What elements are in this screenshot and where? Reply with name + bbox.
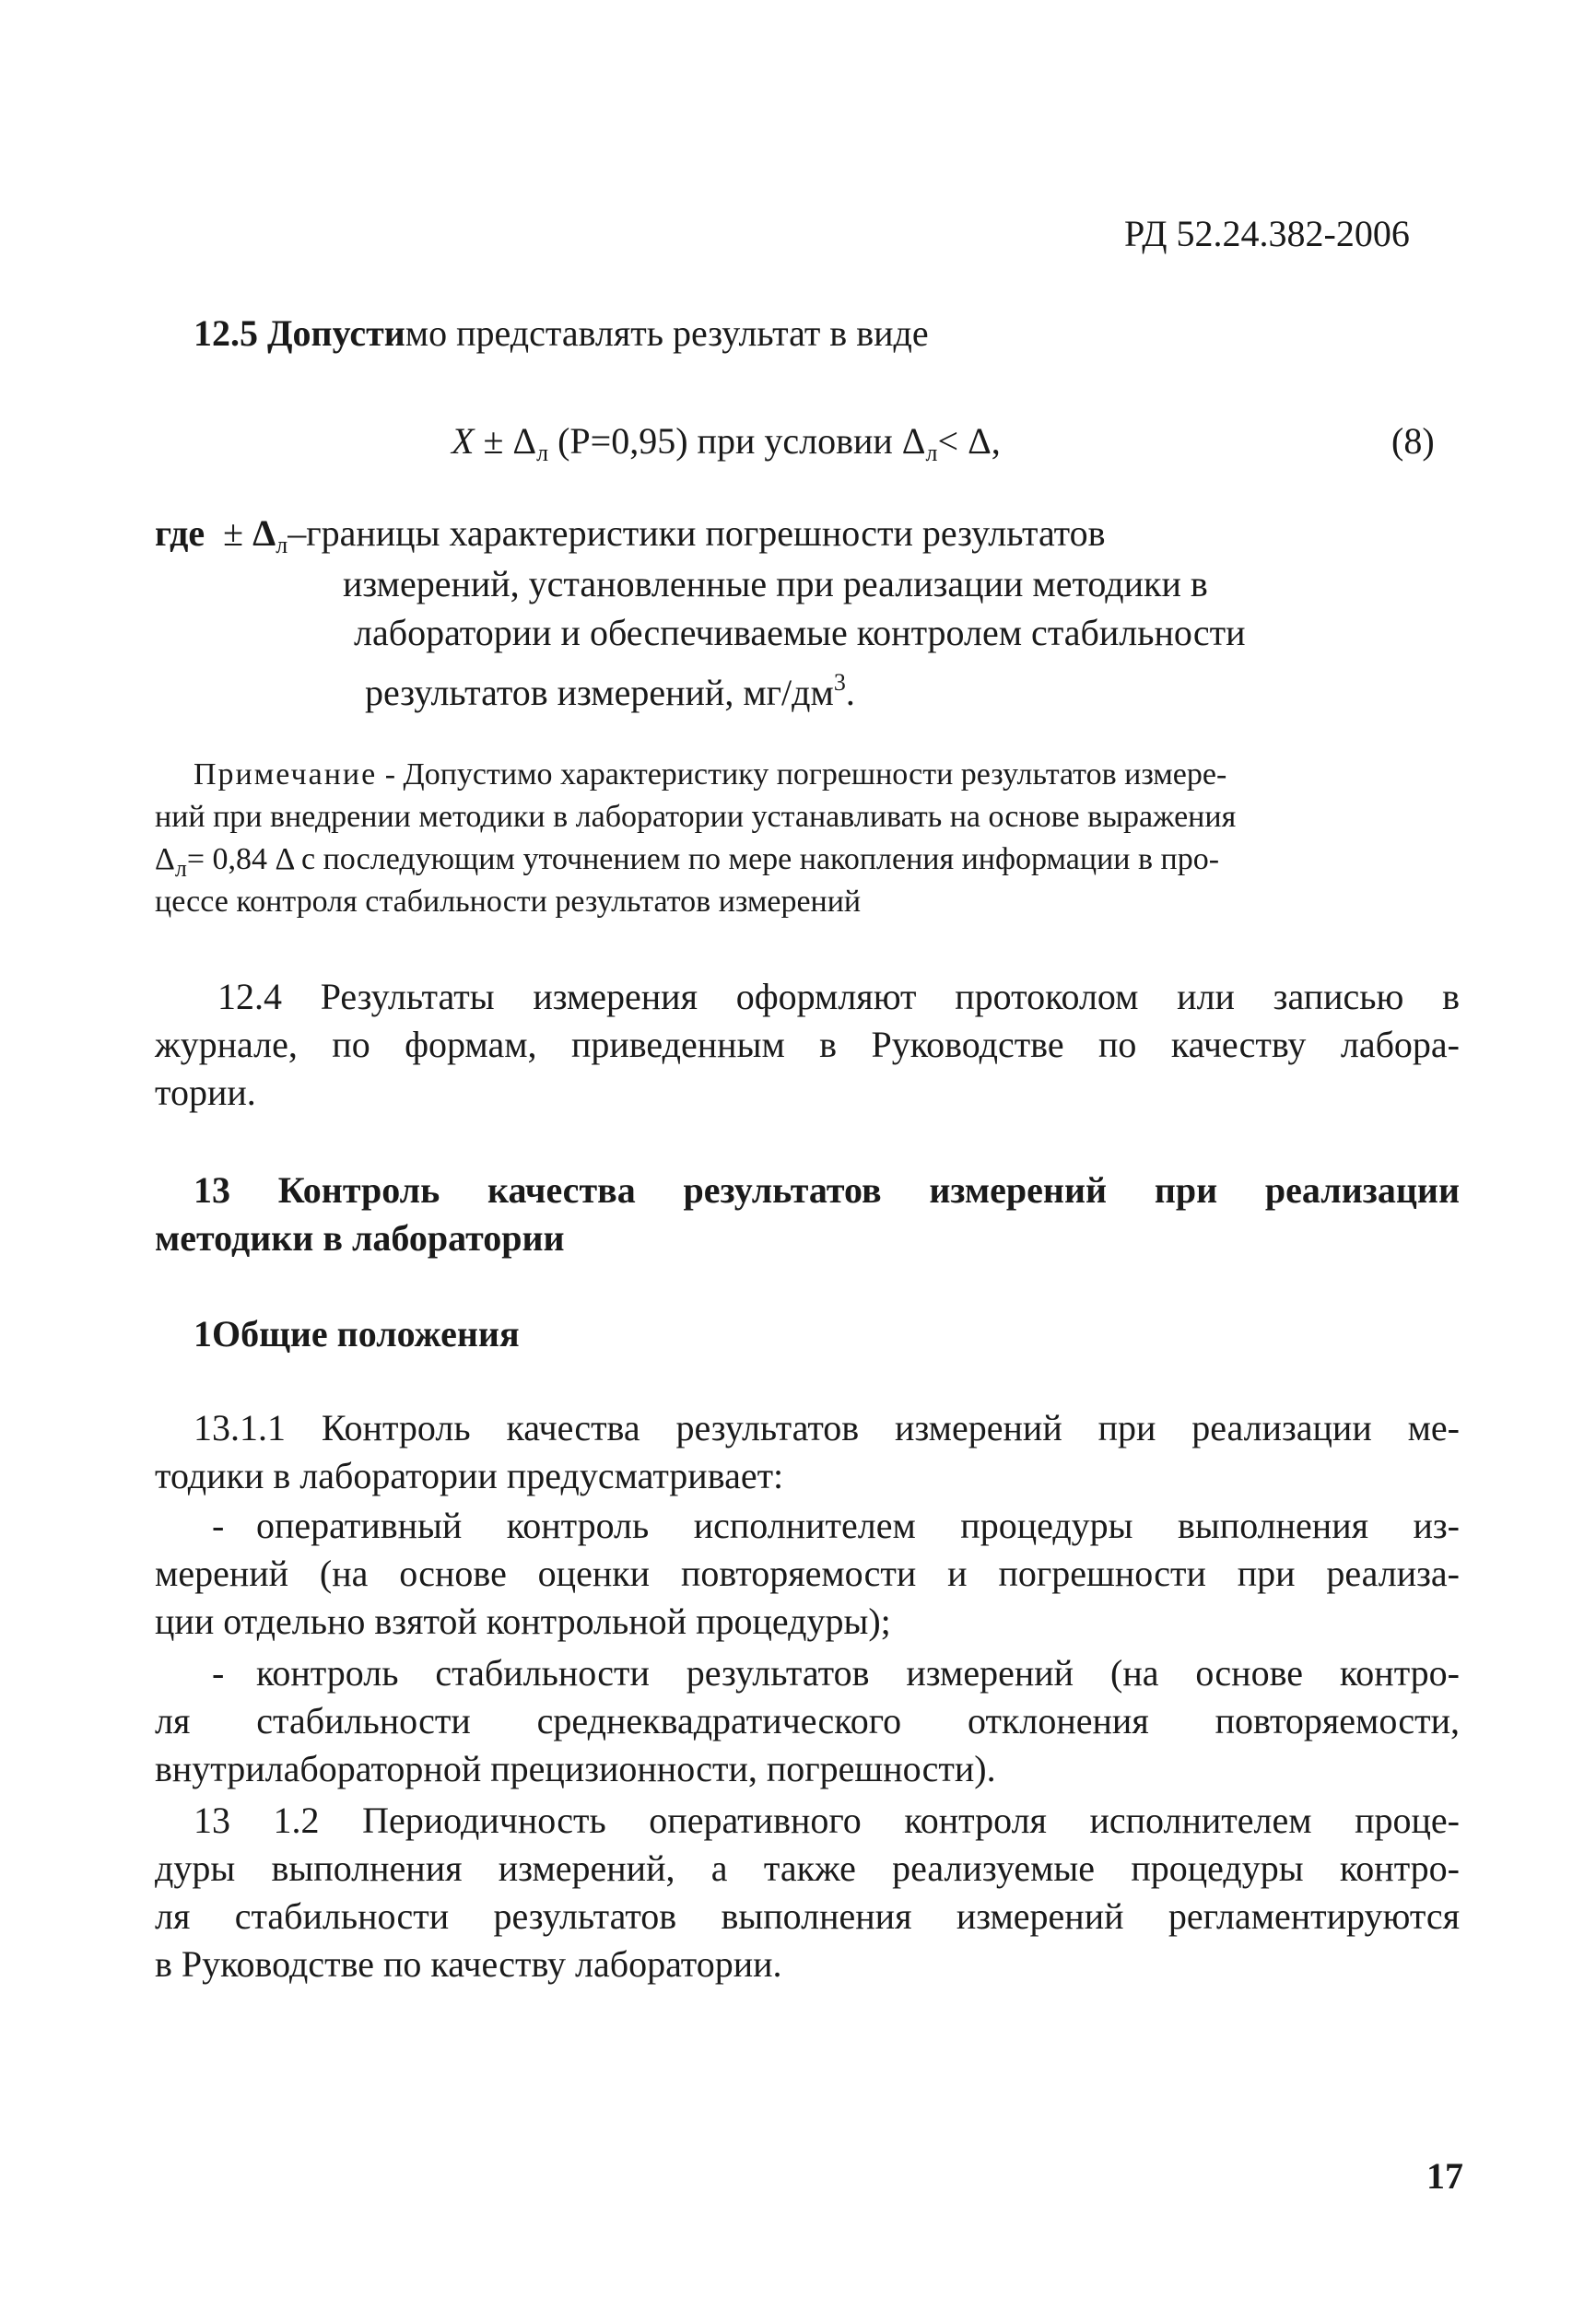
formula-number: (8) [1391, 420, 1435, 462]
where-delta-sub: л [276, 532, 288, 558]
document-code: РД 52.24.382-2006 [1124, 213, 1410, 254]
note-line-2: ний при внедрении методики в лаборатории устанавливать на основе выражения [155, 800, 1237, 834]
where-unit-sup: 3 [833, 669, 846, 696]
where-delta: Δ [252, 512, 276, 554]
formula-delta-sub: л [536, 440, 549, 466]
where-text-1: границы характеристики погрешности результатов [306, 512, 1106, 554]
section-13-heading-line-1: 13 Контроль качества результатов измерений при реализации [194, 1169, 1460, 1211]
note-line-3 [155, 840, 1219, 888]
formula-delta-2: Δ [901, 420, 926, 462]
formula-delta-end: Δ, [968, 420, 1001, 462]
note-text-1: - Допустимо характеристику погрешности результатов измере- [384, 757, 1227, 791]
formula-x: X [452, 420, 475, 462]
formula-pm: ± [483, 420, 504, 462]
list-item-2-line-3: внутрилабораторной прецизионности, погрешности). [155, 1748, 996, 1789]
note-delta-sub: л [174, 855, 187, 882]
sec-13-1-1-line-2: тодики в лаборатории предусматривает: [155, 1455, 784, 1496]
where-lead: где [155, 512, 205, 554]
note-text-3: = 0,84 Δ с последующим уточнением по мере накопления информации в про- [186, 842, 1220, 876]
formula-conditions: (Р=0,95) при условии [557, 420, 893, 462]
sec-13-1-1-line-1: 13.1.1 Контроль качества результатов измерений при реализации ме- [194, 1407, 1460, 1448]
where-dash: – [288, 512, 307, 554]
sec-13-1-2-line-2: дуры выполнения измерений, а также реализуемые процедуры контро- [155, 1847, 1460, 1889]
note-line-1 [194, 756, 1226, 794]
list-item-1-line-1: оперативный контроль исполнителем процедуры выполнения из- [256, 1505, 1460, 1546]
note-line-4: цессе контроля стабильности результатов измерений [155, 885, 862, 919]
sec-13-1-2-line-4: в Руководстве по качеству лаборатории. [155, 1943, 782, 1985]
section-lead-bold: Допусти [267, 312, 405, 354]
formula-8 [452, 419, 1001, 475]
section-lead-rest: мо представлять результат в виде [405, 312, 929, 354]
where-line-1 [155, 511, 1106, 568]
where-line-4 [365, 661, 855, 715]
where-text-4-end: . [845, 672, 855, 713]
sec-13-1-2-line-1: 13 1.2 Периодичность оперативного контроля исполнителем проце- [194, 1800, 1460, 1841]
where-text-4: результатов измерений, мг/дм [365, 672, 834, 713]
where-line-3: лаборатории и обеспечиваемые контролем стабильности [354, 612, 1246, 653]
list-bullet-1: - [212, 1505, 225, 1546]
formula-lt: < [937, 420, 959, 462]
list-item-1-line-3: ции отдельно взятой контрольной процедуры); [155, 1601, 891, 1642]
list-bullet-2: - [212, 1652, 225, 1694]
page-number: 17 [1426, 2155, 1463, 2197]
sec-13-1-2-line-3: ля стабильности результатов выполнения измерений регламентируются [155, 1895, 1460, 1937]
section-number: 12.5 [194, 312, 258, 354]
formula-delta: Δ [512, 420, 537, 462]
note-label: Примечание [194, 757, 378, 791]
section-13-heading-line-2: методики в лаборатории [155, 1217, 565, 1259]
section-13-1-title: 1Общие положения [194, 1313, 520, 1354]
sec-12-4-line-3: тории. [155, 1072, 256, 1113]
sec-12-4-line-2: журнале, по формам, приведенным в Руководстве по качеству лабора- [155, 1024, 1460, 1065]
section-12-5-heading [194, 311, 929, 356]
where-pm: ± [223, 512, 244, 554]
list-item-2-line-2: ля стабильности среднеквадратического отклонения повторяемости, [155, 1700, 1460, 1741]
sec-12-4-line-1: 12.4 Результаты измерения оформляют протоколом или записью в [217, 976, 1460, 1017]
list-item-1-line-2: мерений (на основе оценки повторяемости и погрешности при реализа- [155, 1553, 1460, 1594]
formula-delta-2-sub: л [925, 440, 938, 466]
where-line-2: измерений, установленные при реализации методики в [343, 563, 1208, 604]
list-item-2-line-1: контроль стабильности результатов измерений (на основе контро- [256, 1652, 1460, 1694]
note-delta: Δ [155, 842, 175, 876]
